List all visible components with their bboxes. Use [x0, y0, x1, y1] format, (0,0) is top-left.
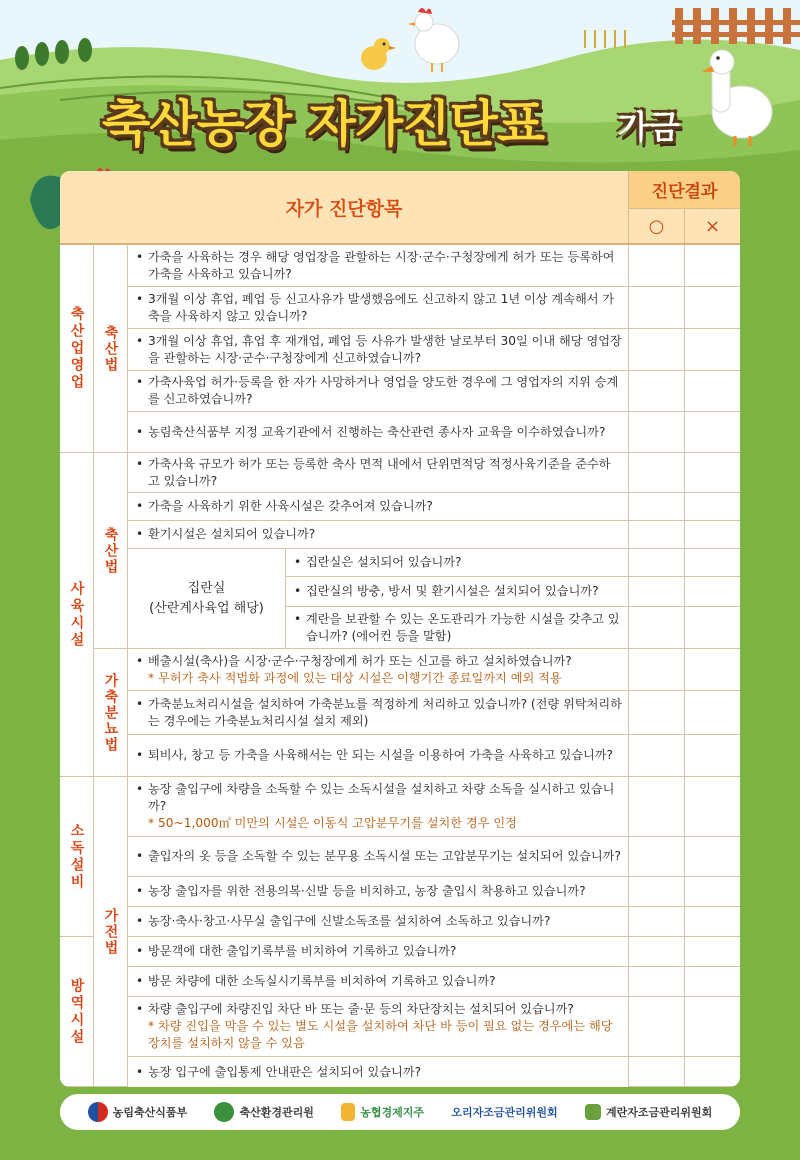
leaf-icon — [214, 1102, 234, 1122]
row-text: 차량 출입구에 차량진입 차단 바 또는 줄·문 등의 차단장치는 설치되어 있습니까? — [148, 1002, 574, 1016]
checklist-row: • 방문 차량에 대한 소독실시기록부를 비치하여 기록하고 있습니까? — [128, 967, 628, 997]
answer-yes-cell[interactable] — [628, 453, 684, 493]
egg-room-label — [128, 549, 286, 649]
answer-no-cell[interactable] — [684, 577, 740, 607]
checklist-row: • 가축을 사육하기 위한 사육시설은 갖추어져 있습니까? — [128, 493, 628, 521]
footer-logos — [60, 1094, 740, 1130]
answer-yes-cell[interactable] — [628, 837, 684, 877]
answer-yes-cell[interactable] — [628, 521, 684, 549]
answer-yes-cell[interactable] — [628, 493, 684, 521]
checklist-row: • 환기시설은 설치되어 있습니까? — [128, 521, 628, 549]
row-text: 가축을 사육하는 경우 해당 영업장을 관할하는 시장·군수·구청장에게 허가 또는 등록하여 가축을 사육하고 있습니까? — [148, 249, 615, 281]
answer-no-cell[interactable] — [684, 329, 740, 371]
checklist-row: • 출입자의 옷 등을 소독할 수 있는 분무용 소독시설 또는 고압분무기는 설치되어 있습니까? — [128, 837, 628, 877]
egg-room-note: (산란계사육업 해당) — [149, 600, 264, 616]
row-text: 집란실의 방충, 방서 및 환기시설은 설치되어 있습니까? — [306, 584, 599, 598]
row-text: 농장 입구에 출입통제 안내판은 설치되어 있습니까? — [148, 1064, 422, 1079]
checklist-row: • 차량 출입구에 차량진입 차단 바 또는 줄·문 등의 차단장치는 설치되어 있습니까? * 차량 진입을 막을 수 있는 별도 시설을 설치하여 차단 바 등이 필요 없는 경우에는 해당 장치를 설치하지 않을 수 있음 — [128, 997, 628, 1057]
answer-yes-cell[interactable] — [628, 607, 684, 649]
checklist-row: • 농장 입구에 출입통제 안내판은 설치되어 있습니까? — [128, 1057, 628, 1087]
logo-environment: 축산환경관리원 — [214, 1102, 313, 1122]
answer-no-cell[interactable] — [684, 649, 740, 691]
answer-yes-cell[interactable] — [628, 735, 684, 777]
header-o: ○ — [628, 208, 684, 245]
row-text: 환기시설은 설치되어 있습니까? — [148, 527, 316, 541]
answer-no-cell[interactable] — [684, 777, 740, 837]
answer-yes-cell[interactable] — [628, 329, 684, 371]
answer-yes-cell[interactable] — [628, 967, 684, 997]
checklist-row: • 계란을 보관할 수 있는 온도관리가 가능한 시설을 갖추고 있습니까? (에어컨 등을 말함) — [286, 607, 628, 649]
answer-no-cell[interactable] — [684, 493, 740, 521]
egg-icon — [585, 1104, 601, 1120]
law-livestock-1: 축산법 — [94, 245, 128, 453]
answer-no-cell[interactable] — [684, 453, 740, 493]
row-text: 농장 출입자를 위한 전용의복·신발 등을 비치하고, 농장 출입시 착용하고 있습니까? — [148, 884, 586, 898]
answer-yes-cell[interactable] — [628, 1057, 684, 1087]
row-text: 퇴비사, 창고 등 가축을 사육해서는 안 되는 시설을 이용하여 가축을 사육하고 있습니까? — [148, 748, 614, 762]
taegeuk-icon — [88, 1102, 108, 1122]
logo-mafra: 농림축산식품부 — [88, 1102, 187, 1122]
checklist-row: • 농장 출입구에 차량을 소독할 수 있는 소독시설을 설치하고 차량 소독을 실시하고 있습니까? * 50~1,000㎡ 미만의 시설은 이동식 고압분무기를 설치한 경우 인정 — [128, 777, 628, 837]
page-subtitle: 가금 — [618, 108, 680, 146]
checklist-row: • 3개월 이상 휴업, 휴업 후 재개업, 폐업 등 사유가 발생한 날로부터 30일 이내 해당 영업장을 관할하는 시장·군수·구청장에게 신고하였습니까? — [128, 329, 628, 371]
answer-yes-cell[interactable] — [628, 907, 684, 937]
row-text: 가축을 사육하기 위한 사육시설은 갖추어져 있습니까? — [148, 499, 433, 513]
row-note: * 무허가 축사 적법화 과정에 있는 대상 시설은 이행기간 종료일까지 예외 적용 — [148, 670, 562, 685]
header-result: 진단결과 — [628, 171, 740, 208]
answer-no-cell[interactable] — [684, 607, 740, 649]
category-quarantine: 방역시설 — [60, 937, 94, 1087]
row-text: 방문 차량에 대한 소독실시기록부를 비치하여 기록하고 있습니까? — [148, 974, 496, 988]
page-title: 축산농장 자가진단표 — [102, 95, 545, 153]
law-infectious: 가전법 — [94, 777, 128, 1087]
answer-no-cell[interactable] — [684, 371, 740, 412]
answer-no-cell[interactable] — [684, 907, 740, 937]
checklist-row: • 배출시설(축사)을 시장·군수·구청장에게 허가 또는 신고를 하고 설치하였습니까? * 무허가 축사 적법화 과정에 있는 대상 시설은 이행기간 종료일까지 예외 적용 — [128, 649, 628, 691]
law-manure: 가축분뇨법 — [94, 649, 128, 777]
answer-yes-cell[interactable] — [628, 777, 684, 837]
chick-illustration — [361, 38, 396, 70]
row-text: 배출시설(축사)을 시장·군수·구청장에게 허가 또는 신고를 하고 설치하였습니까? — [148, 653, 572, 668]
answer-no-cell[interactable] — [684, 735, 740, 777]
row-text: 농장 출입구에 차량을 소독할 수 있는 소독시설을 설치하고 차량 소독을 실시하고 있습니까? — [148, 782, 615, 813]
checklist-row: • 가축사육업 허가·등록을 한 자가 사망하거나 영업을 양도한 경우에 그 영업자의 지위 승계를 신고하였습니까? — [128, 371, 628, 412]
answer-yes-cell[interactable] — [628, 937, 684, 967]
checklist-row: • 집란실의 방충, 방서 및 환기시설은 설치되어 있습니까? — [286, 577, 628, 607]
checklist-row: • 퇴비사, 창고 등 가축을 사육해서는 안 되는 시설을 이용하여 가축을 사육하고 있습니까? — [128, 735, 628, 777]
category-business: 축산업영업 — [60, 245, 94, 453]
answer-no-cell[interactable] — [684, 1057, 740, 1087]
answer-no-cell[interactable] — [684, 997, 740, 1057]
checklist-row: • 집란실은 설치되어 있습니까? — [286, 549, 628, 577]
answer-no-cell[interactable] — [684, 521, 740, 549]
answer-yes-cell[interactable] — [628, 649, 684, 691]
answer-no-cell[interactable] — [684, 287, 740, 329]
hen-illustration — [408, 8, 459, 72]
answer-yes-cell[interactable] — [628, 691, 684, 735]
row-text: 가축분뇨처리시설을 설치하여 가축분뇨를 적정하게 처리하고 있습니까? (전량 위탁처리하는 경우에는 가축분뇨처리시설 설치 제외) — [148, 696, 622, 728]
answer-no-cell[interactable] — [684, 691, 740, 735]
answer-yes-cell[interactable] — [628, 371, 684, 412]
row-text: 3개월 이상 휴업, 휴업 후 재개업, 폐업 등 사유가 발생한 날로부터 30일 이내 해당 영업장을 관할하는 시장·군수·구청장에게 신고하였습니까? — [148, 333, 622, 365]
row-text: 집란실은 설치되어 있습니까? — [306, 555, 462, 569]
checklist-row: • 농림축산식품부 지정 교육기관에서 진행하는 축산관련 종사자 교육을 이수하였습니까? — [128, 412, 628, 453]
logo-nh: 농협경제지주 — [341, 1103, 424, 1121]
answer-yes-cell[interactable] — [628, 549, 684, 577]
checklist-row: • 농장 출입자를 위한 전용의복·신발 등을 비치하고, 농장 출입시 착용하고 있습니까? — [128, 877, 628, 907]
egg-room-title: 집란실 — [187, 580, 226, 596]
checklist-row: • 가축분뇨처리시설을 설치하여 가축분뇨를 적정하게 처리하고 있습니까? (전량 위탁처리하는 경우에는 가축분뇨처리시설 설치 제외) — [128, 691, 628, 735]
answer-no-cell[interactable] — [684, 937, 740, 967]
header-items: 자가 진단항목 — [60, 171, 628, 245]
logo-duck-council: 오리자조금관리위원회 — [451, 1106, 558, 1119]
row-note: * 차량 진입을 막을 수 있는 별도 시설을 설치하여 차단 바 등이 필요 없는 경우에는 해당 장치를 설치하지 않을 수 있음 — [148, 1019, 613, 1050]
answer-no-cell[interactable] — [684, 967, 740, 997]
row-note: * 50~1,000㎡ 미만의 시설은 이동식 고압분무기를 설치한 경우 인정 — [148, 816, 517, 830]
checklist-row: • 방문객에 대한 출입기록부를 비치하여 기록하고 있습니까? — [128, 937, 628, 967]
category-facility: 사육시설 — [60, 453, 94, 777]
row-text: 농장·축사·창고·사무실 출입구에 신발소독조를 설치하여 소독하고 있습니까? — [148, 914, 551, 928]
row-text: 방문객에 대한 출입기록부를 비치하여 기록하고 있습니까? — [148, 944, 457, 958]
answer-yes-cell[interactable] — [628, 997, 684, 1057]
header-x: × — [684, 208, 740, 245]
answer-yes-cell[interactable] — [628, 287, 684, 329]
nh-icon — [341, 1103, 355, 1121]
logo-egg-council: 계란자조금관리위원회 — [585, 1104, 712, 1120]
answer-no-cell[interactable] — [684, 412, 740, 453]
answer-no-cell[interactable] — [684, 837, 740, 877]
law-livestock-2: 축산법 — [94, 453, 128, 649]
answer-no-cell[interactable] — [684, 549, 740, 577]
category-disinfection: 소독설비 — [60, 777, 94, 937]
row-text: 농림축산식품부 지정 교육기관에서 진행하는 축산관련 종사자 교육을 이수하였습니까? — [148, 424, 606, 439]
row-text: 3개월 이상 휴업, 폐업 등 신고사유가 발생했음에도 신고하지 않고 1년 이상 계속해서 가축을 사육하지 않고 있습니까? — [148, 291, 615, 323]
checklist-row: • 가축을 사육하는 경우 해당 영업장을 관할하는 시장·군수·구청장에게 허가 또는 등록하여 가축을 사육하고 있습니까? — [128, 245, 628, 287]
fence — [672, 8, 800, 44]
checklist-row: • 가축사육 규모가 허가 또는 등록한 축사 면적 내에서 단위면적당 적정사육기준을 준수하고 있습니까? — [128, 453, 628, 493]
answer-yes-cell[interactable] — [628, 877, 684, 907]
checklist-table — [60, 171, 740, 1087]
row-text: 가축사육업 허가·등록을 한 자가 사망하거나 영업을 양도한 경우에 그 영업자의 지위 승계를 신고하였습니까? — [148, 375, 619, 406]
checklist-row: • 3개월 이상 휴업, 폐업 등 신고사유가 발생했음에도 신고하지 않고 1년 이상 계속해서 가축을 사육하지 않고 있습니까? — [128, 287, 628, 329]
answer-yes-cell[interactable] — [628, 245, 684, 287]
row-text: 계란을 보관할 수 있는 온도관리가 가능한 시설을 갖추고 있습니까? (에어컨 등을 말함) — [306, 611, 620, 643]
answer-yes-cell[interactable] — [628, 412, 684, 453]
checklist-row: • 농장·축사·창고·사무실 출입구에 신발소독조를 설치하여 소독하고 있습니까? — [128, 907, 628, 937]
answer-no-cell[interactable] — [684, 245, 740, 287]
title-area — [0, 84, 800, 164]
row-text: 출입자의 옷 등을 소독할 수 있는 분무용 소독시설 또는 고압분무기는 설치되어 있습니까? — [148, 849, 621, 863]
answer-yes-cell[interactable] — [628, 577, 684, 607]
answer-no-cell[interactable] — [684, 877, 740, 907]
row-text: 가축사육 규모가 허가 또는 등록한 축사 면적 내에서 단위면적당 적정사육기준을 준수하고 있습니까? — [148, 456, 611, 488]
